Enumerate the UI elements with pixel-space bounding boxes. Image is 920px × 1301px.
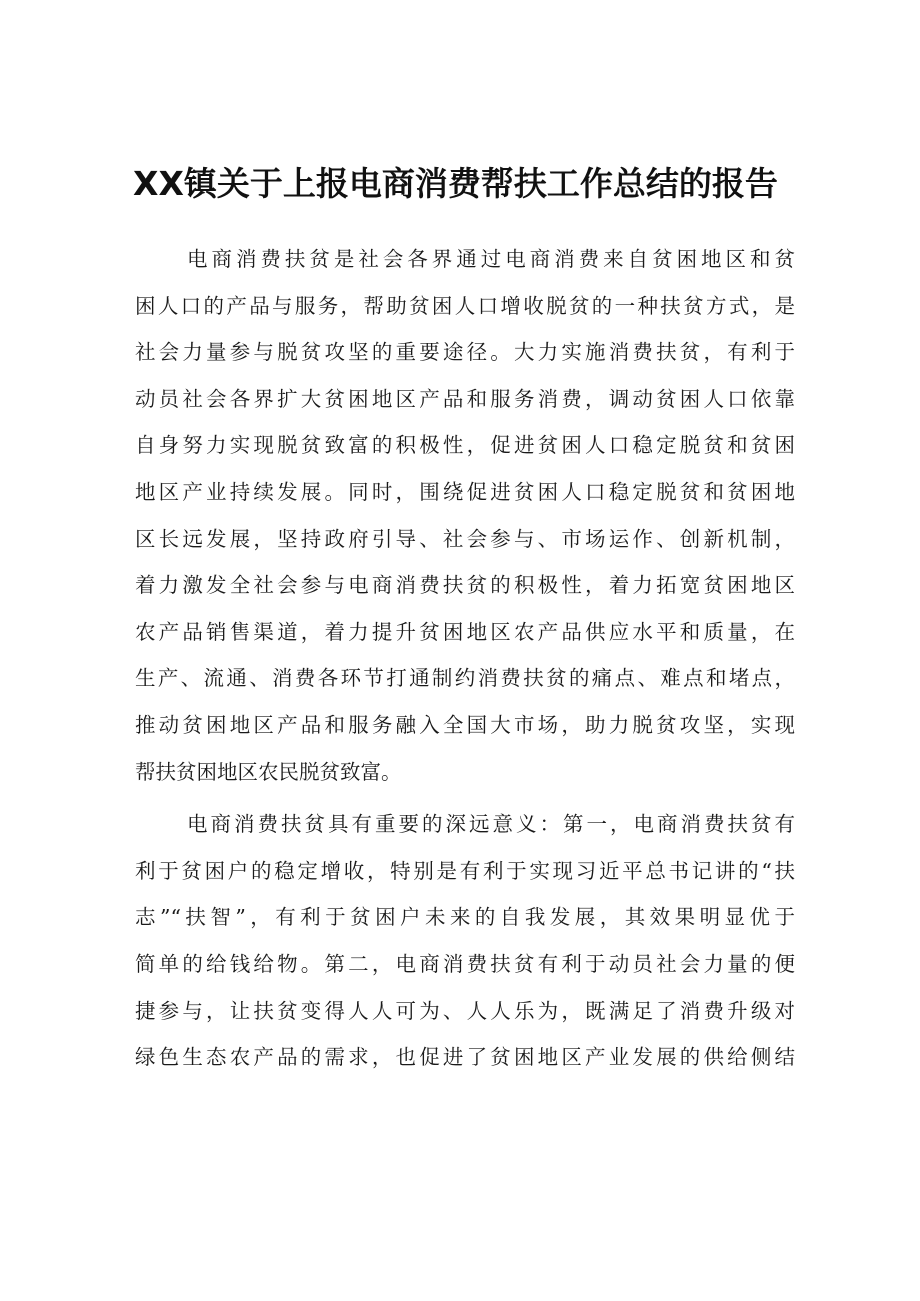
- paragraph-line: 自身努力实现脱贫致富的积极性，促进贫困人口稳定脱贫和贫困: [135, 433, 795, 458]
- document-body: [135, 236, 795, 1081]
- paragraph-line: 捷参与，让扶贫变得人人可为、人人乐为，既满足了消费升级对: [135, 998, 795, 1023]
- paragraph-line: 地区产业持续发展。同时，围绕促进贫困人口稳定脱贫和贫困地: [135, 479, 795, 504]
- paragraph-line: 推动贫困地区产品和服务融入全国大市场，助力脱贫攻坚，实现: [135, 712, 795, 737]
- paragraph-line: 农产品销售渠道，着力提升贫困地区农产品供应水平和质量，在: [135, 619, 795, 644]
- paragraph-line: 区长远发展，坚持政府引导、社会参与、市场运作、创新机制，: [135, 526, 795, 551]
- paragraph-line: 电商消费扶贫是社会各界通过电商消费来自贫困地区和贫: [187, 247, 795, 271]
- paragraph-2: [135, 801, 795, 1081]
- paragraph-line: 社会力量参与脱贫攻坚的重要途径。大力实施消费扶贫，有利于: [135, 340, 795, 365]
- paragraph-line: 着力激发全社会参与电商消费扶贫的积极性，着力拓宽贫困地区: [135, 573, 795, 598]
- paragraph-line: 动员社会各界扩大贫困地区产品和服务消费，调动贫困人口依靠: [135, 386, 795, 411]
- paragraph-line: 志”“扶智”，有利于贫困户未来的自我发展，其效果明显优于: [135, 905, 795, 930]
- paragraph-line: 绿色生态农产品的需求，也促进了贫困地区产业发展的供给侧结: [135, 1045, 795, 1070]
- paragraph-line: 困人口的产品与服务，帮助贫困人口增收脱贫的一种扶贫方式，是: [135, 293, 795, 318]
- paragraph-1: [135, 236, 795, 795]
- paragraph-line: 利于贫困户的稳定增收，特别是有利于实现习近平总书记讲的“扶: [135, 858, 795, 883]
- document-title: XX镇关于上报电商消费帮扶工作总结的报告: [133, 164, 778, 203]
- paragraph-line: 简单的给钱给物。第二，电商消费扶贫有利于动员社会力量的便: [135, 951, 795, 976]
- paragraph-line: 帮扶贫困地区农民脱贫致富。: [135, 759, 402, 784]
- paragraph-line: 生产、流通、消费各环节打通制约消费扶贫的痛点、难点和堵点，: [135, 666, 795, 691]
- paragraph-line: 电商消费扶贫具有重要的深远意义：第一，电商消费扶贫有: [187, 812, 795, 837]
